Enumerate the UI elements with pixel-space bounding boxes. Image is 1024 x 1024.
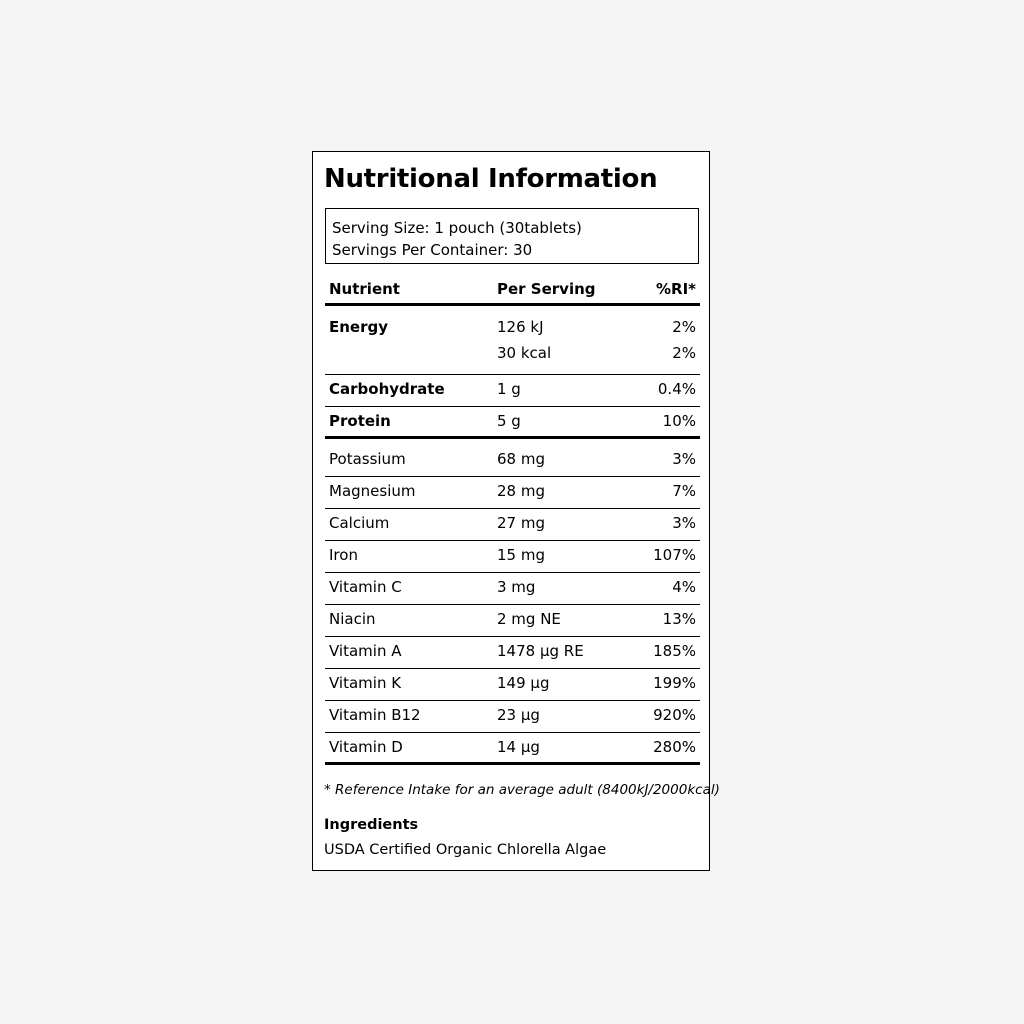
nutrient-name: Calcium (329, 514, 390, 532)
nutrient-ri: 10% (662, 412, 696, 430)
table-row (325, 439, 700, 477)
nutrient-ri: 185% (653, 642, 696, 660)
table-row (325, 407, 700, 439)
table-header-row (325, 274, 700, 306)
table-row (325, 733, 700, 765)
nutrient-ri: 199% (653, 674, 696, 692)
nutrient-amount: 2 mg NE (497, 610, 561, 628)
nutrient-amount: 68 mg (497, 450, 545, 468)
energy-kj: 126 kJ (497, 318, 544, 336)
ingredients-heading: Ingredients (324, 817, 419, 833)
table-row (325, 477, 700, 509)
nutrient-name: Iron (329, 546, 358, 564)
nutrient-amount: 3 mg (497, 578, 536, 596)
nutrient-name: Niacin (329, 610, 376, 628)
table-row (325, 573, 700, 605)
energy-kcal: 30 kcal (497, 344, 552, 362)
nutrient-amount: 149 µg (497, 674, 550, 692)
nutrient-name: Vitamin C (329, 578, 402, 596)
table-row (325, 669, 700, 701)
nutrient-ri: 0.4% (657, 380, 696, 398)
nutrient-ri: 4% (672, 578, 696, 596)
nutrient-amount: 23 µg (497, 706, 540, 724)
table-row-energy-kj (325, 306, 700, 344)
nutrient-ri: 107% (653, 546, 696, 564)
table-row-energy-kcal (325, 344, 700, 375)
energy-kj-ri: 2% (672, 318, 696, 336)
table-row (325, 509, 700, 541)
table-row (325, 637, 700, 669)
energy-kcal-ri: 2% (672, 344, 696, 362)
nutrient-ri: 3% (672, 450, 696, 468)
nutrient-name: Vitamin A (329, 642, 402, 660)
nutrient-name: Potassium (329, 450, 406, 468)
nutrient-ri: 13% (662, 610, 696, 628)
nutrient-table (325, 274, 700, 765)
nutrient-amount: 5 g (497, 412, 521, 430)
table-row (325, 701, 700, 733)
nutrient-name: Vitamin K (329, 674, 402, 692)
nutrient-ri: 920% (653, 706, 696, 724)
nutrient-amount: 1 g (497, 380, 521, 398)
header-ri: %RI* (655, 280, 696, 298)
nutrient-name: Vitamin B12 (329, 706, 421, 724)
nutrient-ri: 7% (672, 482, 696, 500)
nutrient-name: Magnesium (329, 482, 416, 500)
reference-intake-footnote: * Reference Intake for an average adult (8400kJ/2000kcal) (324, 782, 720, 798)
nutrient-amount: 14 µg (497, 738, 540, 756)
nutrient-name: Vitamin D (329, 738, 403, 756)
nutrient-amount: 27 mg (497, 514, 545, 532)
energy-name: Energy (329, 318, 389, 336)
serving-info-box (325, 208, 699, 264)
table-row (325, 605, 700, 637)
nutrient-name: Carbohydrate (329, 380, 445, 398)
table-row (325, 375, 700, 407)
nutrient-amount: 1478 µg RE (497, 642, 584, 660)
nutrient-name: Protein (329, 412, 391, 430)
header-nutrient: Nutrient (329, 280, 400, 298)
ingredients-text: USDA Certified Organic Chlorella Algae (324, 842, 607, 858)
table-row (325, 541, 700, 573)
header-per-serving: Per Serving (497, 280, 596, 298)
nutrient-amount: 15 mg (497, 546, 545, 564)
nutrient-ri: 280% (653, 738, 696, 756)
nutrition-label (312, 151, 720, 871)
nutrient-amount: 28 mg (497, 482, 545, 500)
nutrient-ri: 3% (672, 514, 696, 532)
serving-size: Serving Size: 1 pouch (30tablets) (332, 219, 582, 237)
label-title: Nutritional Information (324, 164, 658, 194)
servings-per-container: Servings Per Container: 30 (332, 241, 533, 259)
